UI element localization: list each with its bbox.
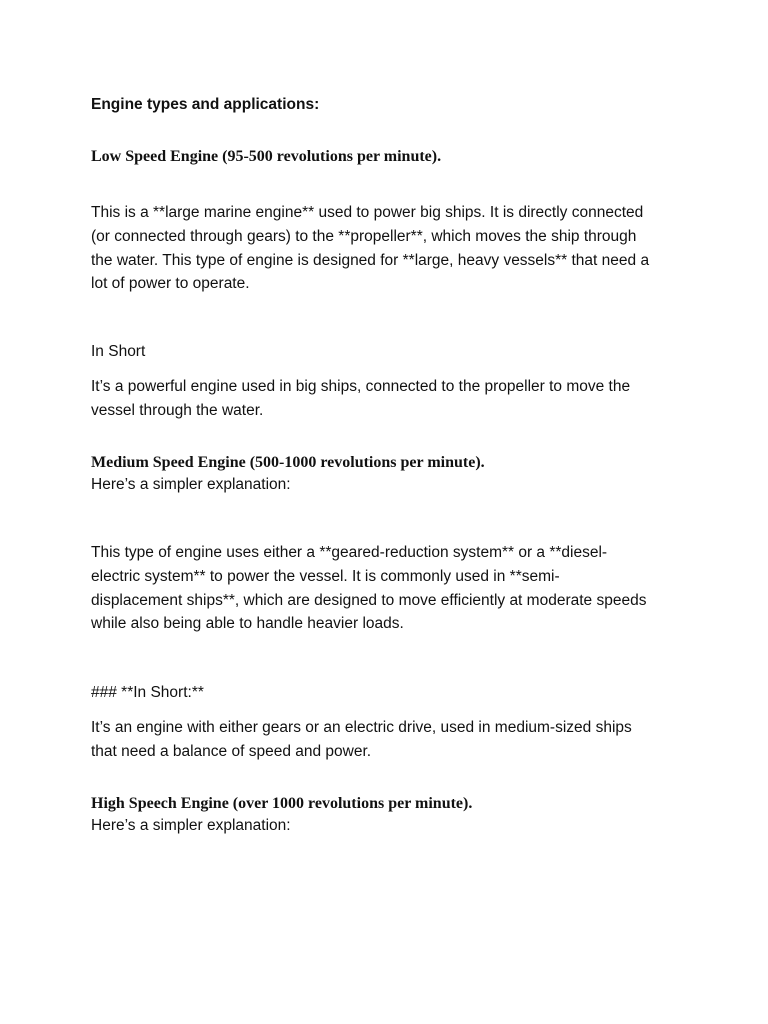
low-speed-paragraph-line: (or connected through gears) to the **propeller**, which moves the ship through bbox=[91, 228, 637, 245]
low-speed-paragraph-line: This is a **large marine engine** used to power big ships. It is directly connected bbox=[91, 204, 644, 221]
low-speed-summary-line: vessel through the water. bbox=[91, 402, 264, 419]
medium-speed-intro: Here’s a simpler explanation: bbox=[91, 476, 291, 493]
medium-speed-title: Medium Speed Engine (500-1000 revolutions per minute). bbox=[91, 454, 485, 471]
medium-speed-paragraph-line: This type of engine uses either a **geared-reduction system** or a **diesel- bbox=[91, 544, 608, 561]
low-speed-paragraph-line: lot of power to operate. bbox=[91, 275, 250, 292]
medium-speed-in-short-label: ### **In Short:** bbox=[91, 684, 204, 701]
medium-speed-paragraph-line: displacement ships**, which are designed to move efficiently at moderate speeds bbox=[91, 592, 647, 609]
medium-speed-summary-line: It’s an engine with either gears or an electric drive, used in medium-sized ships bbox=[91, 719, 632, 736]
low-speed-summary-line: It’s a powerful engine used in big ships, connected to the propeller to move the bbox=[91, 378, 631, 395]
low-speed-title: Low Speed Engine (95-500 revolutions per minute). bbox=[91, 148, 442, 165]
document-heading: Engine types and applications: bbox=[91, 96, 320, 113]
low-speed-paragraph-line: the water. This type of engine is designed for **large, heavy vessels** that need a bbox=[91, 252, 650, 269]
medium-speed-paragraph-line: electric system** to power the vessel. It is commonly used in **semi- bbox=[91, 568, 560, 585]
high-speed-title: High Speech Engine (over 1000 revolutions per minute). bbox=[91, 795, 473, 812]
medium-speed-paragraph-line: while also being able to handle heavier loads. bbox=[91, 615, 404, 632]
medium-speed-summary-line: that need a balance of speed and power. bbox=[91, 743, 372, 760]
low-speed-in-short-label: In Short bbox=[91, 343, 146, 360]
high-speed-intro: Here’s a simpler explanation: bbox=[91, 817, 291, 834]
